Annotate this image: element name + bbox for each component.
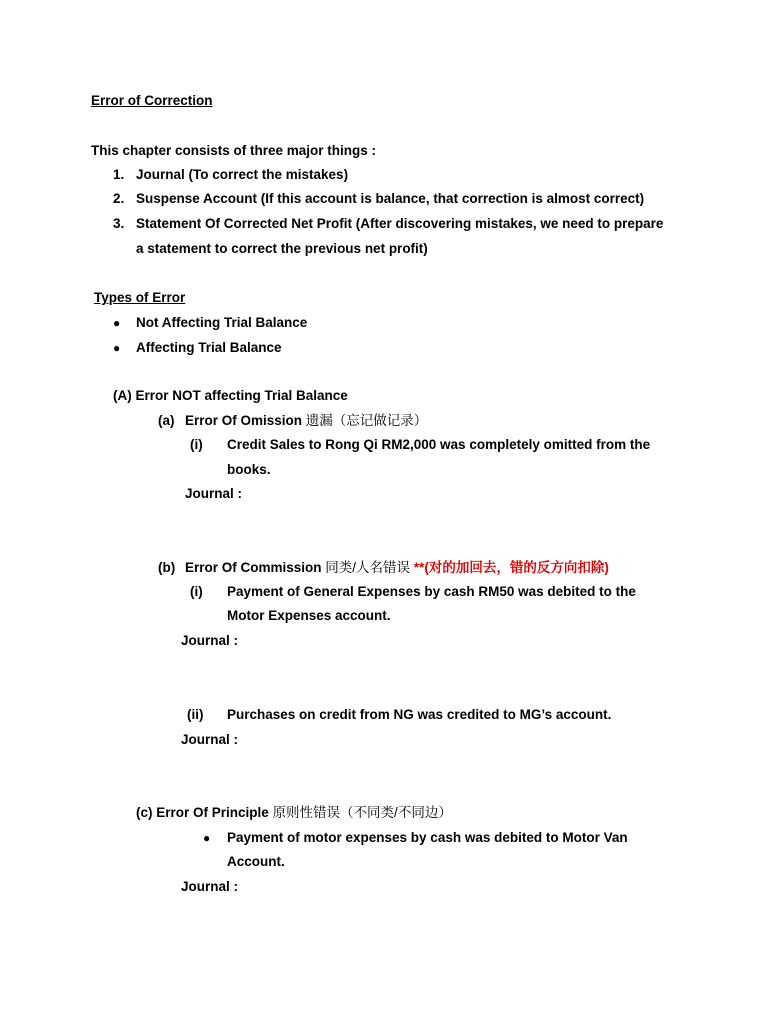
list-item-number: 3. [113, 216, 125, 231]
journal-label: Journal : [181, 879, 239, 894]
type-item: Affecting Trial Balance [136, 340, 282, 355]
bullet-icon: ● [113, 341, 121, 355]
subsection-chinese: 遗漏（忘记做记录） [305, 413, 428, 428]
list-item-continuation: a statement to correct the previous net profit) [136, 241, 428, 256]
types-heading: Types of Error [94, 290, 186, 305]
section-a-heading: (A) Error NOT affecting Trial Balance [113, 388, 348, 403]
page-title: Error of Correction [91, 93, 213, 108]
item-label: (ii) [187, 707, 204, 722]
bullet-icon: ● [203, 831, 211, 845]
subsection-label: (b) [158, 560, 176, 575]
list-item: Journal (To correct the mistakes) [136, 167, 349, 182]
item-text: Credit Sales to Rong Qi RM2,000 was completely omitted from the [227, 437, 651, 452]
subsection-chinese: 原则性错误（不同类/不同边） [272, 805, 452, 820]
item-text: Purchases on credit from NG was credited to MG’s account. [227, 707, 612, 722]
subsection-title: Error Of Omission [185, 413, 303, 428]
list-item: Suspense Account (If this account is balance, that correction is almost correct) [136, 191, 645, 206]
bullet-icon: ● [113, 316, 121, 330]
list-item-number: 2. [113, 191, 125, 206]
item-label: (i) [190, 584, 203, 599]
subsection-heading [185, 559, 609, 577]
subsection-heading [136, 804, 452, 822]
subsection-label: (a) [158, 413, 175, 428]
item-continuation: books. [227, 462, 271, 477]
type-item: Not Affecting Trial Balance [136, 315, 308, 330]
journal-label: Journal : [181, 633, 239, 648]
subsection-title: Error Of Principle [156, 805, 269, 820]
list-item-number: 1. [113, 167, 125, 182]
journal-label: Journal : [185, 486, 243, 501]
subsection-title: Error Of Commission [185, 560, 322, 575]
item-continuation: Account. [227, 854, 285, 869]
subsection-note: **(对的加回去，错的反方向扣除) [413, 560, 609, 575]
item-continuation: Motor Expenses account. [227, 608, 391, 623]
item-text: Payment of motor expenses by cash was debited to Motor Van [227, 830, 628, 845]
subsection-label: (c) [136, 805, 153, 820]
journal-label: Journal : [181, 732, 239, 747]
subsection-heading [185, 412, 427, 430]
item-label: (i) [190, 437, 203, 452]
intro-text: This chapter consists of three major things : [91, 143, 377, 158]
subsection-chinese: 同类/人名错误 [325, 560, 411, 575]
list-item: Statement Of Corrected Net Profit (After discovering mistakes, we need to prepare [136, 216, 664, 231]
item-text: Payment of General Expenses by cash RM50 was debited to the [227, 584, 636, 599]
